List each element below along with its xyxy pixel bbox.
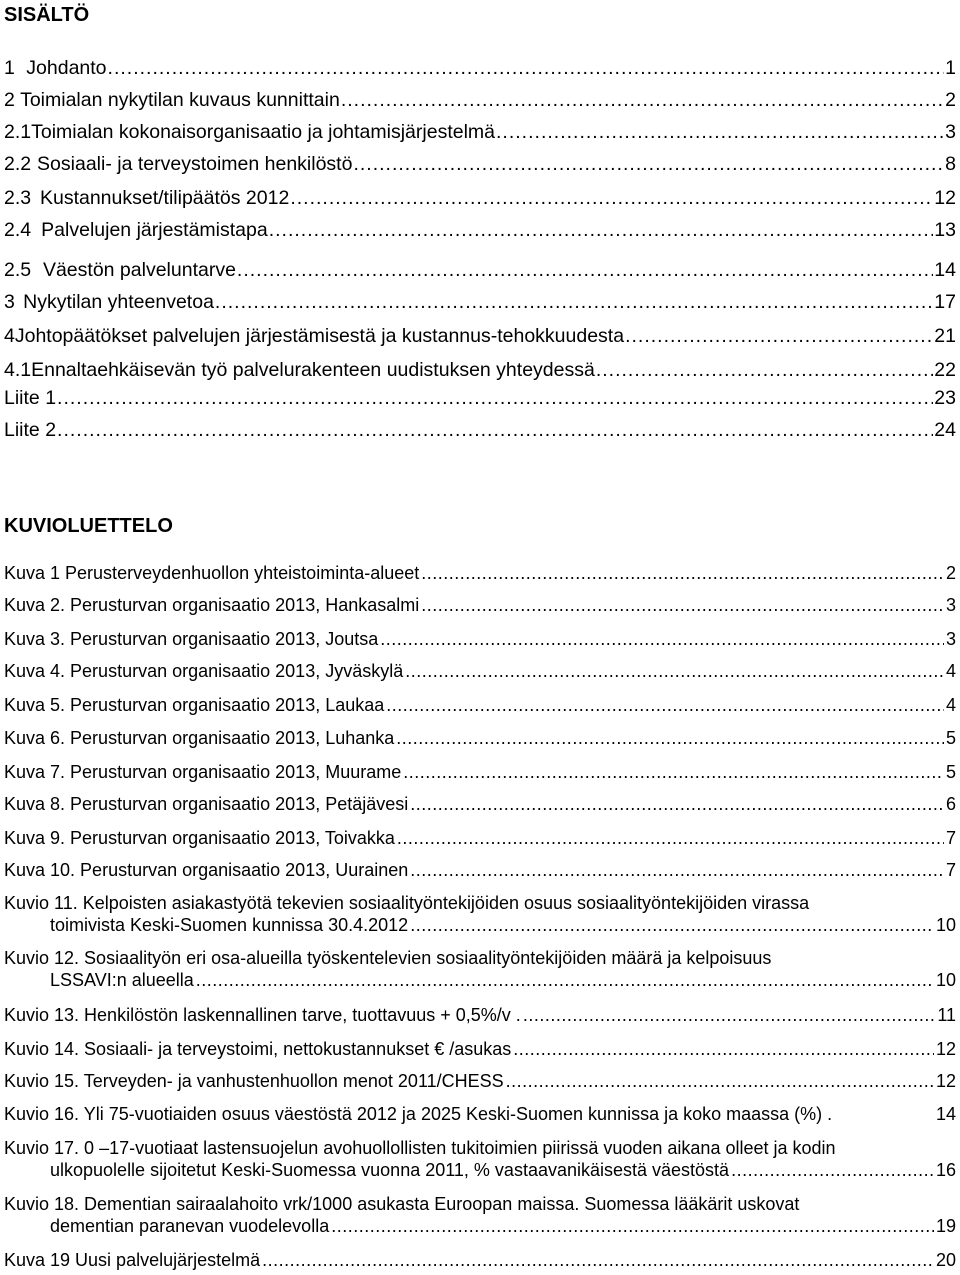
figure-entry-page: 10 [935,970,956,990]
toc-entry-number: 2 [4,89,15,111]
toc-entry-page: 12 [934,187,956,209]
figure-entry[interactable] [4,859,956,881]
toc-entry[interactable] [0,418,956,442]
figure-entry-title-continued: ulkopuolelle sijoitetut Keski-Suomessa vuonna 2011, % vastaavanikäisestä väestöstä [50,1160,730,1180]
dot-leader [290,186,933,210]
figure-entry-page: 3 [945,595,956,615]
figure-entry[interactable] [4,761,956,783]
toc-entry[interactable] [0,358,956,382]
figure-entry[interactable] [4,1070,956,1092]
figure-entry[interactable] [4,562,956,584]
figure-entry-page: 5 [945,728,956,748]
toc-entry-title: Kustannukset/tilipäätös 2012 [39,187,290,209]
figure-entry[interactable] [4,1103,956,1125]
figure-entry-page: 4 [945,695,956,715]
toc-entry-title: Liite 1 [4,387,57,409]
figure-entry[interactable] [4,660,956,682]
dot-leader [410,793,944,815]
dot-leader [215,290,933,314]
figure-entry-title: Kuva 1 Perusterveydenhuollon yhteistoiminta-alueet [4,563,420,583]
toc-entry-number: 3 [4,291,15,313]
dot-leader [506,1070,934,1092]
toc-entry-title: Liite 2 [4,419,57,441]
dot-leader [421,594,944,616]
figure-entry-title: Kuva 2. Perusturvan organisaatio 2013, Hankasalmi [4,595,420,615]
figure-entry[interactable] [4,694,956,716]
toc-entry-title: Sosiaali- ja terveystoimen henkilöstö [37,153,353,175]
figure-entry-title-continued: toimivista Keski-Suomen kunnissa 30.4.2012 [50,915,409,935]
figure-entry-title: Kuvio 13. Henkilöstön laskennallinen tarve, tuottavuus + 0,5%/v . [4,1005,521,1025]
figure-entry[interactable] [4,892,956,936]
toc-entry[interactable] [0,56,956,80]
figure-entry-page: 12 [935,1039,956,1059]
figure-entry-page: 11 [937,1005,956,1025]
figure-entry-page: 19 [935,1216,956,1236]
figure-entry-page: 14 [935,1104,956,1124]
figure-entry-title: Kuva 9. Perusturvan organisaatio 2013, Toivakka [4,828,395,848]
toc-entry-number: 4.1 [4,359,32,381]
figure-entry-page: 12 [935,1071,956,1091]
figure-entry-title: Kuvio 14. Sosiaali- ja terveystoimi, nettokustannukset € /asukas [4,1039,512,1059]
toc-entry-title: Toimialan kokonaisorganisaatio ja johtamisjärjestelmä [31,121,496,143]
figure-entry[interactable] [4,1038,956,1060]
figure-entry[interactable] [4,628,956,650]
toc-entry-title: Johdanto [26,57,107,79]
toc-entry-number: 2.1 [4,121,32,143]
toc-entry-number: 4 [4,325,15,347]
figure-entry-title: Kuvio 16. Yli 75-vuotiaiden osuus väestöstä 2012 ja 2025 Keski-Suomen kunnissa ja koko maassa (%) . [4,1104,833,1124]
figure-entry-title: Kuva 19 Uusi palvelujärjestelmä [4,1250,261,1270]
figure-entry-title: Kuva 7. Perusturvan organisaatio 2013, Muurame [4,762,402,782]
toc-entry-page: 1 [945,57,956,79]
dot-leader [396,727,944,749]
dot-leader [331,1215,934,1237]
figure-entry-title: Kuva 4. Perusturvan organisaatio 2013, Jyväskylä [4,661,404,681]
dot-leader [513,1038,934,1060]
dot-leader [410,859,944,881]
figure-entry-page: 7 [945,860,956,880]
figure-entry-title: Kuva 10. Perusturvan organisaatio 2013, Uurainen [4,860,409,880]
toc-entry-page: 3 [945,121,956,143]
figure-entry[interactable] [4,1193,956,1237]
figure-entry[interactable] [4,1137,956,1181]
toc-entry[interactable] [0,258,956,282]
dot-leader [421,562,944,584]
toc-entry-title: Väestön palveluntarve [42,259,236,281]
figure-entry-title: Kuva 5. Perusturvan organisaatio 2013, Laukaa [4,695,385,715]
figure-entry-title: Kuva 8. Perusturvan organisaatio 2013, Petäjävesi [4,794,409,814]
dot-leader [397,827,944,849]
toc-entry-page: 14 [934,259,956,281]
figure-entry-page: 20 [935,1250,956,1270]
toc-entry[interactable] [0,120,956,144]
figure-entry[interactable] [4,793,956,815]
figure-entry-title: Kuvio 17. 0 –17-vuotiaat lastensuojelun avohuollollisten tukitoimien piirissä vuoden aikana olleet ja kodin [4,1138,836,1158]
toc-entry-number: 2.4 [4,219,32,241]
toc-entry[interactable] [0,218,956,242]
figure-entry-title: Kuvio 11. Kelpoisten asiakastyötä tekevien sosiaalityöntekijöiden osuus sosiaalityöntekijöiden virassa [4,893,810,913]
figure-entry-page: 4 [945,661,956,681]
toc-entry[interactable] [0,186,956,210]
dot-leader [386,694,944,716]
toc-entry-title: Ennaltaehkäisevän työ palvelurakenteen uudistuksen yhteydessä [31,359,595,381]
figure-entry-title: Kuvio 18. Dementian sairaalahoito vrk/1000 asukasta Euroopan maissa. Suomessa lääkärit uskovat [4,1194,800,1214]
dot-leader [380,628,944,650]
figure-entry-title-continued: LSSAVI:n alueella [50,970,194,990]
dot-leader [731,1159,934,1181]
toc-entry-number: 2.5 [4,259,32,281]
figure-entry-page: 2 [945,563,956,583]
dot-leader [341,88,944,112]
toc-entry-page: 23 [934,387,956,409]
figure-entry-title: Kuvio 15. Terveyden- ja vanhustenhuollon menot 2011/CHESS [4,1071,504,1091]
dot-leader [262,1249,934,1271]
dot-leader [353,152,944,176]
figure-entry-page: 6 [945,794,956,814]
toc-entry[interactable] [0,386,956,410]
dot-leader [596,358,933,382]
figure-entry-page: 7 [945,828,956,848]
dot-leader [405,660,944,682]
figure-entry[interactable] [4,727,956,749]
toc-entry-page: 22 [934,359,956,381]
toc-entry[interactable] [0,324,956,348]
dot-leader [410,914,934,936]
toc-entry-page: 13 [934,219,956,241]
toc-entry[interactable] [0,290,956,314]
figure-list-heading: KUVIOLUETTELO [4,515,173,537]
dot-leader [496,120,944,144]
dot-leader [57,386,933,410]
dot-leader [108,56,945,80]
figure-entry-page: 3 [945,629,956,649]
toc-entry-number: 2.3 [4,187,32,209]
figure-entry[interactable] [4,1249,956,1271]
dot-leader [269,218,934,242]
toc-entry-number: 1 [4,57,15,79]
toc-entry-page: 24 [934,419,956,441]
toc-entry-page: 17 [934,291,956,313]
dot-leader [57,418,933,442]
dot-leader [196,969,934,991]
figure-entry[interactable] [4,1004,956,1026]
figure-entry-page: 5 [945,762,956,782]
toc-entry-title: Toimialan nykytilan kuvaus kunnittain [20,89,340,111]
figure-entry-page: 16 [935,1160,956,1180]
toc-entry-page: 2 [945,89,956,111]
toc-entry[interactable] [0,152,956,176]
figure-entry-title: Kuva 3. Perusturvan organisaatio 2013, Joutsa [4,629,379,649]
figure-entry[interactable] [4,947,956,991]
figure-entry-title-continued: dementian paranevan vuodelevolla [50,1216,330,1236]
figure-entry-page: 10 [935,915,956,935]
figure-entry-title: Kuva 6. Perusturvan organisaatio 2013, Luhanka [4,728,395,748]
dot-leader [523,1004,936,1026]
toc-entry-number: 2.2 [4,153,32,175]
toc-entry-title: Johtopäätökset palvelujen järjestämisestä ja kustannus-tehokkuudesta [14,325,625,347]
toc-entry-title: Nykytilan yhteenvetoa [23,291,214,313]
dot-leader [237,258,933,282]
toc-heading: SISÄLTÖ [4,4,90,26]
toc-entry-page: 21 [934,325,956,347]
toc-entry-title: Palvelujen järjestämistapa [41,219,268,241]
dot-leader [625,324,933,348]
toc-entry-page: 8 [945,153,956,175]
figure-entry[interactable] [4,827,956,849]
dot-leader [403,761,944,783]
toc-entry[interactable] [0,88,956,112]
figure-entry[interactable] [4,594,956,616]
figure-entry-title: Kuvio 12. Sosiaalityön eri osa-alueilla työskentelevien sosiaalityöntekijöiden määrä ja kelpoisuus [4,948,772,968]
